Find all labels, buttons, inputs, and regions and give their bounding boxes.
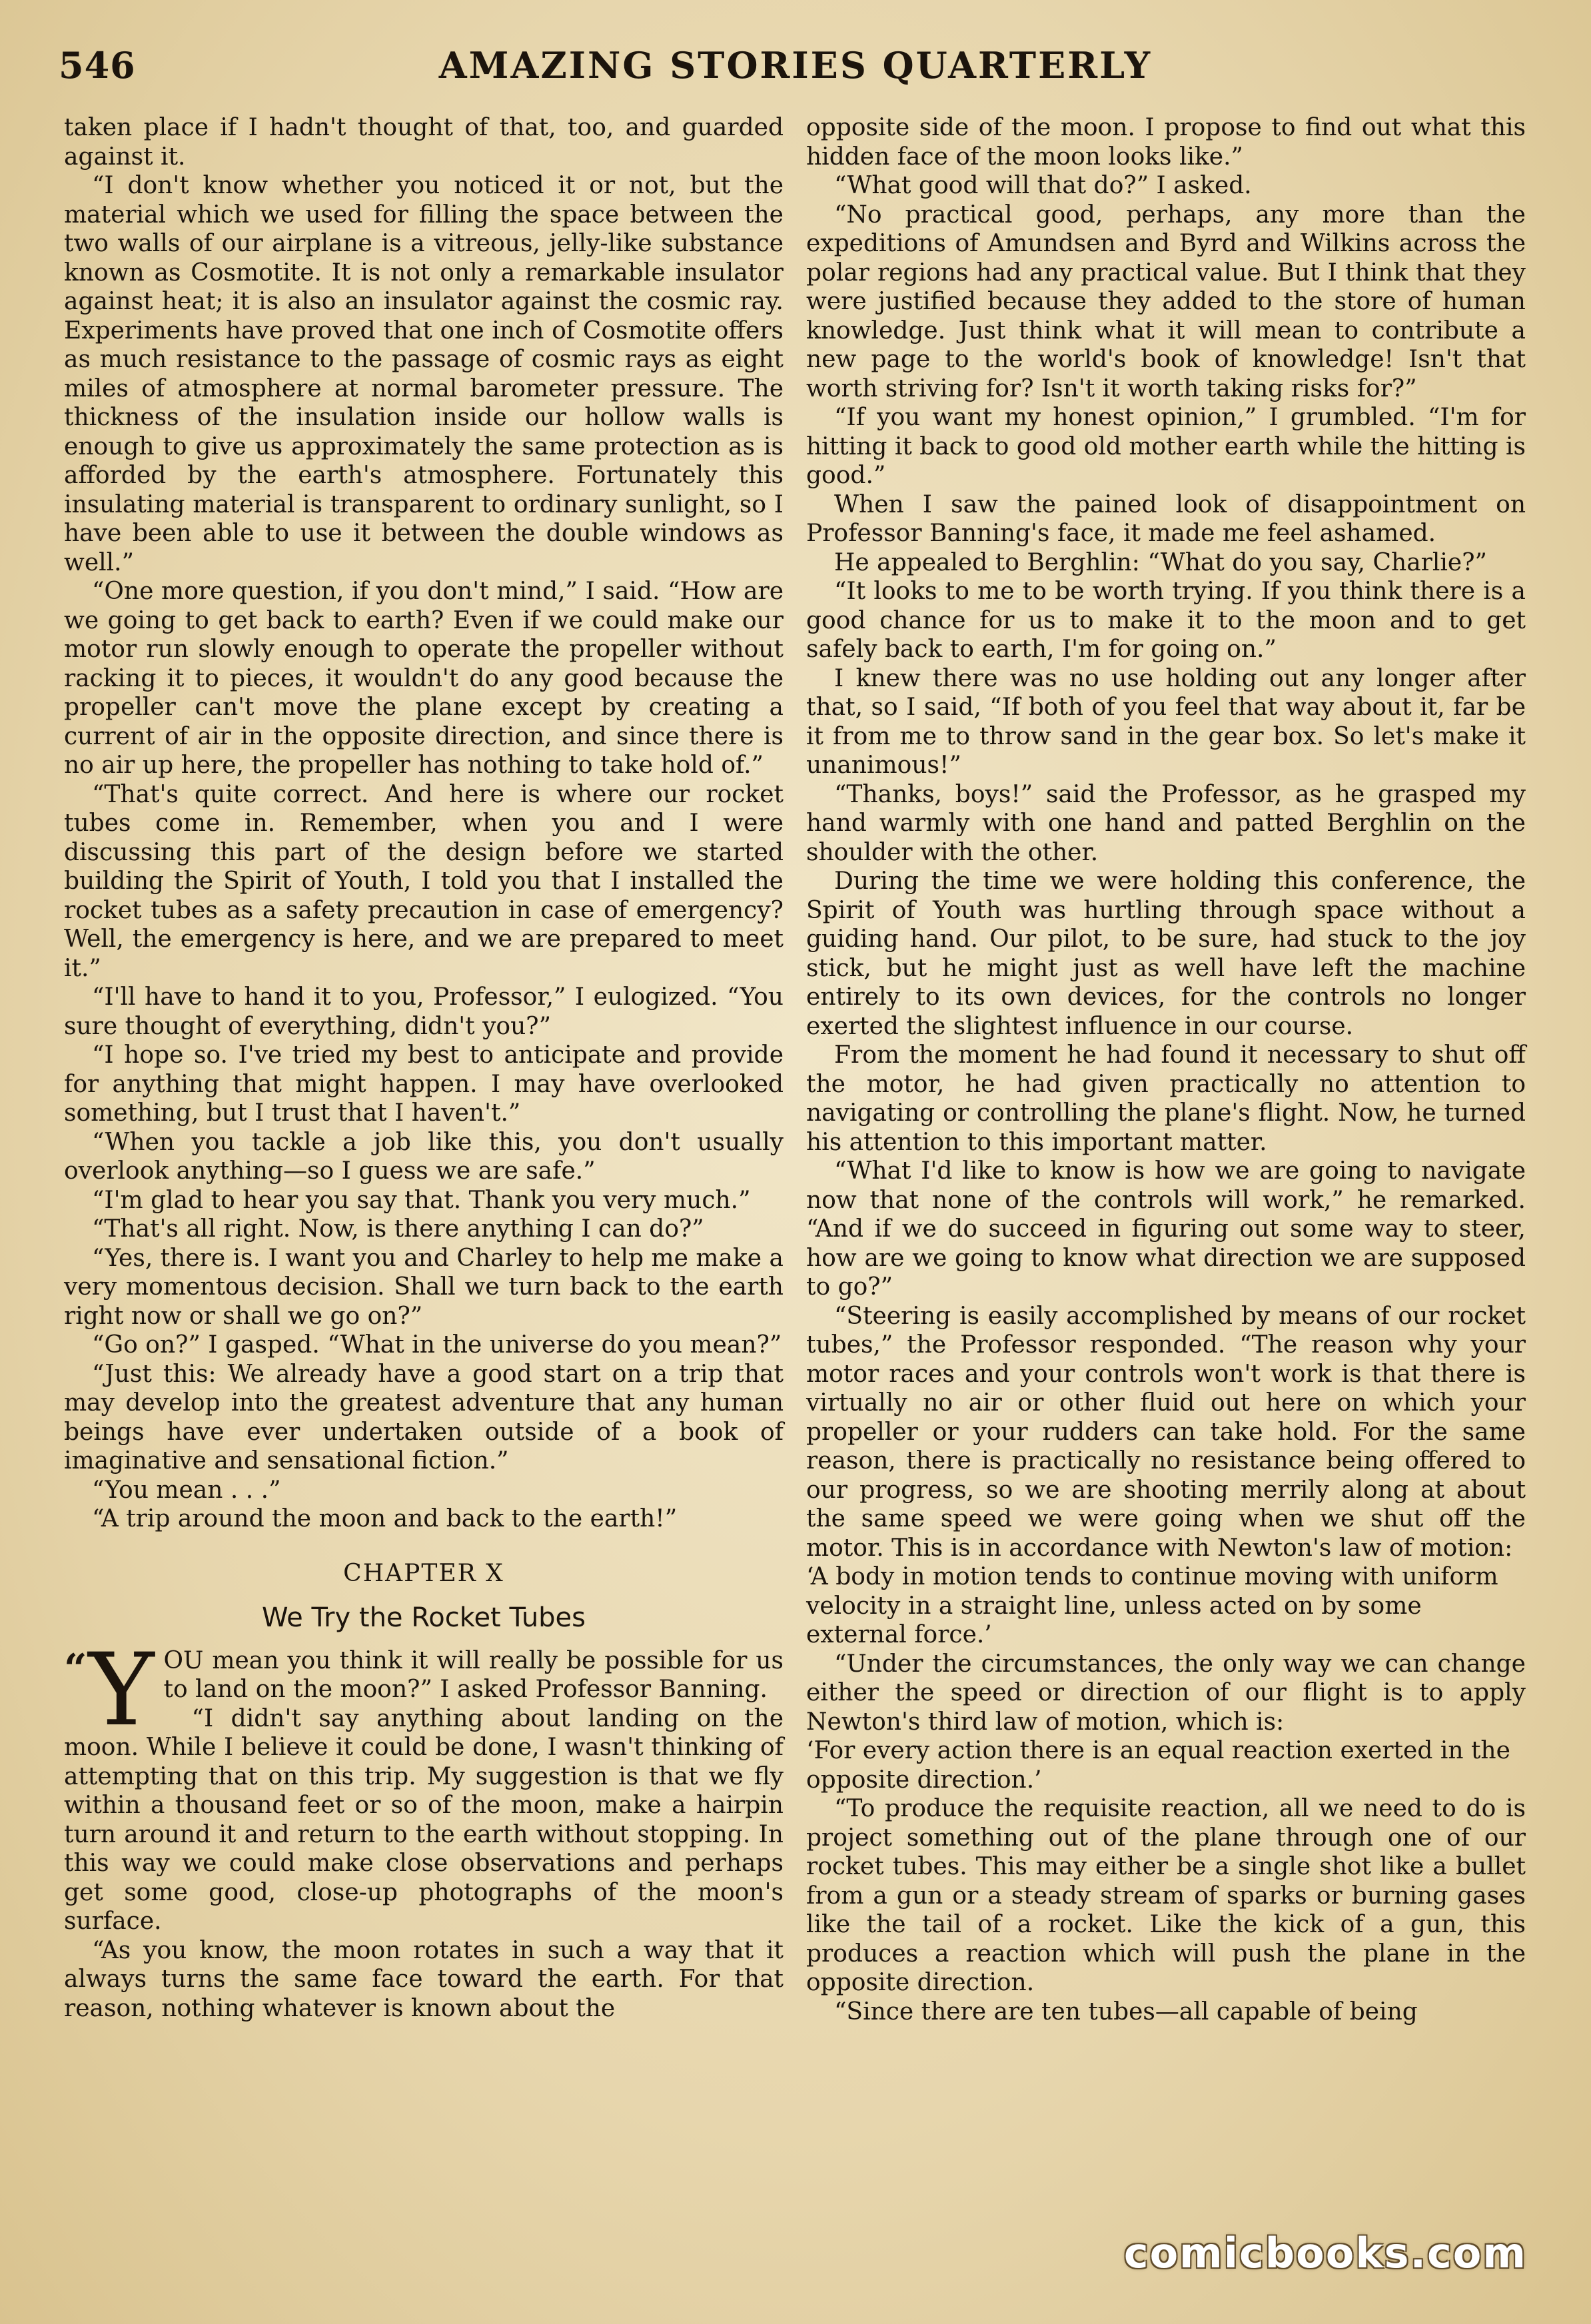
drop-quote-mark: “ bbox=[64, 1645, 87, 1692]
paragraph: “Go on?” I gasped. “What in the universe do you mean?” bbox=[92, 1331, 782, 1359]
paragraph: “I didn't say anything about landing on the moon. While I believe it could be done, I wasn't thinking of attempting that on this trip. My suggestion is that we fly within a thousand feet or so of the moon, make a hairpin turn around it and return to the earth without stopping. In this way we could make close observations and perhaps get some good, close-up photographs of the moon's surface. bbox=[64, 1704, 784, 1935]
paragraph: I knew there was no use holding out any longer after that, so I said, “If both of you feel that way about it, far be it from me to throw sand in the gear box. So let's make it unanimous!” bbox=[806, 664, 1526, 779]
paragraph: “That's all right. Now, is there anything I can do?” bbox=[92, 1215, 704, 1243]
page-header-title: AMAZING STORIES QUARTERLY bbox=[438, 44, 1153, 87]
paragraph: OU mean you think it will really be possible for us to land on the moon?” I asked Professor Banning. bbox=[163, 1646, 784, 1703]
paragraph: “Steering is easily accomplished by means of our rocket tubes,” the Professor responded. “The reason why your motor races and your controls won't work is that there is virtually no air or other fluid out here on which your propeller or your rudders can take hold. For the same reason, there is practically no resistance being offered to our progress, so we are shooting merrily along at about the same speed we were going when we shut off the motor. This is in accordance with Newton's law of motion: bbox=[806, 1302, 1526, 1562]
paragraph: “I don't know whether you noticed it or not, but the material which we used for filling the space between the two walls of our airplane is a vitreous, jelly-like substance known as Cosmotite. It is not only a remarkable insulator against heat; it is also an insulator against the cosmic ray. Experiments have proved that one inch of Cosmotite offers as much resistance to the passage of cosmic rays as eight miles of atmosphere at normal barometer pressure. The thickness of the insulation inside our hollow walls is enough to give us approximately the same protection as is afforded by the earth's atmosphere. Fortunately this insulating material is transparent to ordinary sunlight, so I have been able to use it between the double windows as well.” bbox=[64, 172, 784, 576]
block-quote: ‘A body in motion tends to continue moving with uniform velocity in a straight line, unless acted on by some external force.’ bbox=[806, 1563, 1498, 1648]
paragraph: “I hope so. I've tried my best to anticipate and provide for anything that might happen. I may have overlooked something, but I trust that I haven't.” bbox=[64, 1041, 784, 1127]
paragraph: “A trip around the moon and back to the earth!” bbox=[92, 1505, 678, 1532]
paragraph: “One more question, if you don't mind,” I said. “How are we going to get back to earth? Even if we could make our motor run slowly enough to operate the propeller without racking it to pieces, it wouldn't do any good because the propeller can't move the plane except by creating a current of air in the opposite direction, and since there is no air up here, the propeller has nothing to take hold of.” bbox=[64, 578, 784, 779]
paragraph: “That's quite correct. And here is where our rocket tubes come in. Remember, when you and I were discussing this part of the design before we started building the Spirit of Youth, I told you that I installed the rocket tubes as a safety precaution in case of emergency? Well, the emergency is here, and we are prepared to meet it.” bbox=[64, 780, 784, 982]
paragraph: “As you know, the moon rotates in such a way that it always turns the same face toward the earth. For that reason, nothing whatever is known about the bbox=[64, 1936, 784, 2022]
drop-cap: Y bbox=[88, 1632, 155, 1748]
watermark-text: comicbooks.com bbox=[1123, 2229, 1527, 2277]
paragraph: taken place if I hadn't thought of that, too, and guarded against it. bbox=[64, 114, 784, 171]
paragraph: “When you tackle a job like this, you don't usually overlook anything—so I guess we are safe.” bbox=[64, 1128, 784, 1185]
chapter-title: We Try the Rocket Tubes bbox=[261, 1602, 586, 1633]
paragraph: “Under the circumstances, the only way we can change either the speed or direction of our flight is to apply Newton's third law of motion, which is: bbox=[806, 1650, 1526, 1736]
paragraph: He appealed to Berghlin: “What do you say, Charlie?” bbox=[834, 548, 1487, 576]
paragraph: “You mean . . .” bbox=[92, 1476, 281, 1504]
paragraph: “What I'd like to know is how we are going to navigate now that none of the controls will work,” he remarked. “And if we do succeed in figuring out some way to steer, how are we going to know what direction we are supposed to go?” bbox=[806, 1157, 1526, 1301]
paragraph: “To produce the requisite reaction, all we need to do is project something out of the plane through one of our rocket tubes. This may either be a single shot like a bullet from a gun or a steady stream of sparks or burning gases like the tail of a rocket. Like the kick of a gun, this produces a reaction which will push the plane in the opposite direction. bbox=[806, 1795, 1526, 1996]
paragraph: opposite side of the moon. I propose to find out what this hidden face of the moon looks like.” bbox=[806, 114, 1526, 171]
paragraph: “Since there are ten tubes—all capable of being bbox=[834, 1998, 1418, 2026]
paragraph: “I'll have to hand it to you, Professor,” I eulogized. “You sure thought of everything, didn't you?” bbox=[64, 983, 784, 1040]
chapter-opening bbox=[64, 1632, 784, 1748]
paragraph: “Yes, there is. I want you and Charley to help me make a very momentous decision. Shall we turn back to the earth right now or shall we go on?” bbox=[64, 1244, 784, 1330]
paragraph: “No practical good, perhaps, any more than the expeditions of Amundsen and Byrd and Wilkins across the polar regions had any practical value. But I think that they were justified because they added to the store of human knowledge. Just think what it will mean to contribute a new page to the world's book of knowledge! Isn't that worth striving for? Isn't it worth taking risks for?” bbox=[806, 201, 1526, 402]
block-quote: ‘For every action there is an equal reaction exerted in the opposite direction.’ bbox=[806, 1737, 1510, 1794]
chapter-heading: CHAPTER X bbox=[343, 1559, 504, 1587]
paragraph: “Just this: We already have a good start on a trip that may develop into the greatest adventure that any human beings have ever undertaken outside of a book of imaginative and sensational fiction.” bbox=[64, 1360, 784, 1474]
paragraph: From the moment he had found it necessary to shut off the motor, he had given practically no attention to navigating or controlling the plane's flight. Now, he turned his attention to this important matter. bbox=[806, 1041, 1526, 1156]
left-column bbox=[64, 113, 784, 2023]
paragraph: When I saw the pained look of disappointment on Professor Banning's face, it made me feel ashamed. bbox=[806, 490, 1526, 547]
paragraph: “If you want my honest opinion,” I grumbled. “I'm for hitting it back to good old mother earth while the hitting is good.” bbox=[806, 404, 1526, 489]
right-column bbox=[806, 113, 1526, 2026]
paragraph: “It looks to me to be worth trying. If you think there is a good chance for us to make it to the moon and to get safely back to earth, I'm for going on.” bbox=[806, 578, 1526, 663]
paragraph: “What good will that do?” I asked. bbox=[834, 172, 1252, 199]
paragraph: “Thanks, boys!” said the Professor, as he grasped my hand warmly with one hand and patted Berghlin on the shoulder with the other. bbox=[806, 780, 1526, 866]
page-number: 546 bbox=[59, 44, 136, 87]
paragraph: During the time we were holding this conference, the Spirit of Youth was hurtling through space without a guiding hand. Our pilot, to be sure, had stuck to the joy stick, but he might just as well have left the machine entirely to its own devices, for the controls no longer exerted the slightest influence in our course. bbox=[806, 868, 1526, 1040]
paragraph: “I'm glad to hear you say that. Thank you very much.” bbox=[92, 1186, 751, 1214]
